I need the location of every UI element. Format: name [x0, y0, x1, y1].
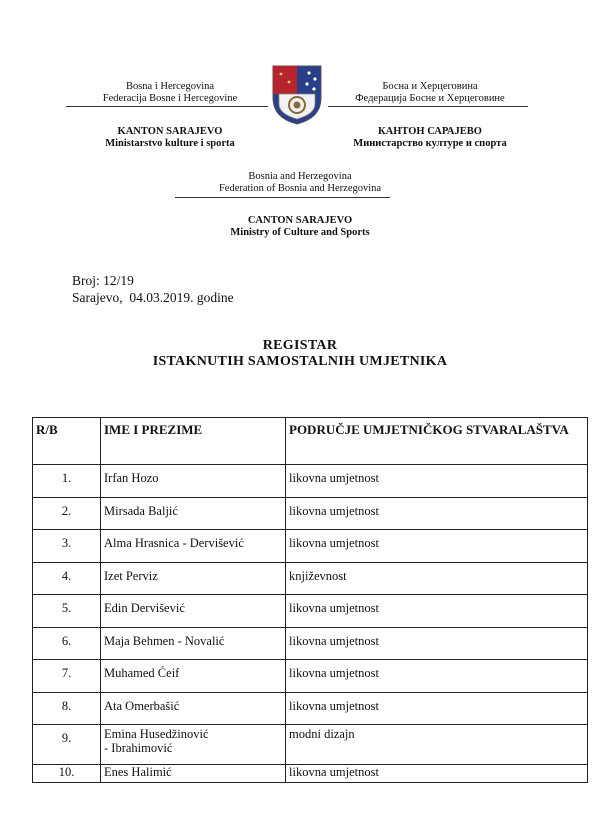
table-row	[33, 530, 588, 563]
header-right-canton-block	[330, 126, 530, 150]
artist-name: Maja Behmen - Novalić	[101, 627, 286, 660]
row-number: 10.	[33, 765, 101, 783]
header-center-ministry: Ministry of Culture and Sports	[230, 227, 370, 238]
table-row	[33, 627, 588, 660]
document-meta	[72, 272, 234, 306]
artist-name: Emina Husedžinović - Ibrahimović	[101, 725, 286, 765]
table-row	[33, 725, 588, 765]
row-number: 1.	[33, 465, 101, 498]
row-number: 8.	[33, 692, 101, 725]
row-number: 2.	[33, 497, 101, 530]
header-left-rule	[66, 106, 268, 107]
column-header-rb: R/B	[33, 418, 101, 465]
column-header-area: PODRUČJE UMJETNIČKOG STVARALAŠTVA	[286, 418, 588, 465]
header-right	[330, 81, 530, 105]
document-place-date: Sarajevo, 04.03.2019. godine	[72, 290, 234, 305]
artistic-area: književnost	[286, 562, 588, 595]
table-header-row	[33, 418, 588, 465]
row-number: 4.	[33, 562, 101, 595]
header-center-rule	[175, 197, 390, 198]
header-left-ministry: Ministarstvo kulture i sporta	[105, 138, 235, 149]
artistic-area: likovna umjetnost	[286, 530, 588, 563]
artist-name: Izet Perviz	[101, 562, 286, 595]
column-header-name: IME I PREZIME	[101, 418, 286, 465]
table-row	[33, 465, 588, 498]
artist-name: Irfan Hozo	[101, 465, 286, 498]
artistic-area: likovna umjetnost	[286, 765, 588, 783]
header-center-country: Bosnia and Herzegovina	[248, 171, 352, 182]
header-left-federation: Federacija Bosne i Hercegovine	[102, 93, 238, 104]
artistic-area: likovna umjetnost	[286, 660, 588, 693]
artistic-area: likovna umjetnost	[286, 497, 588, 530]
coat-of-arms-icon	[271, 64, 323, 126]
artistic-area: likovna umjetnost	[286, 692, 588, 725]
artistic-area: likovna umjetnost	[286, 627, 588, 660]
table-row	[33, 692, 588, 725]
header-right-federation: Федерација Босне и Херцеговине	[355, 93, 505, 104]
table-row	[33, 562, 588, 595]
table-row	[33, 765, 588, 783]
header-right-country: Босна и Херцеговина	[382, 81, 478, 92]
artist-name: Ata Omerbašić	[101, 692, 286, 725]
header-left-canton: KANTON SARAJEVO	[117, 126, 223, 137]
artist-name: Enes Halimić	[101, 765, 286, 783]
table-row	[33, 595, 588, 628]
row-number: 9.	[33, 725, 101, 765]
artistic-area: likovna umjetnost	[286, 595, 588, 628]
row-number: 6.	[33, 627, 101, 660]
row-number: 7.	[33, 660, 101, 693]
header-left	[70, 81, 270, 105]
header-center	[180, 171, 420, 195]
table-row	[33, 497, 588, 530]
artist-name: Alma Hrasnica - Dervišević	[101, 530, 286, 563]
header-left-canton-block	[70, 126, 270, 150]
register-table	[32, 417, 588, 783]
row-number: 3.	[33, 530, 101, 563]
table-row	[33, 660, 588, 693]
row-number: 5.	[33, 595, 101, 628]
artist-name: Mirsada Baljić	[101, 497, 286, 530]
artist-name: Edin Dervišević	[101, 595, 286, 628]
artistic-area: likovna umjetnost	[286, 465, 588, 498]
document-title	[0, 338, 600, 370]
header-center-canton: CANTON SARAJEVO	[247, 215, 353, 226]
header-left-country: Bosna i Hercegovina	[125, 81, 215, 92]
header-right-ministry: Министарство културе и спорта	[353, 138, 507, 149]
document-number: Broj: 12/19	[72, 273, 134, 288]
header-center-canton-block	[180, 215, 420, 239]
canton-coat-of-arms	[271, 64, 323, 126]
document-title-line1: REGISTAR	[262, 338, 338, 353]
artist-name: Muhamed Ćeif	[101, 660, 286, 693]
header-center-federation: Federation of Bosnia and Herzegovina	[218, 183, 382, 194]
header-right-rule	[328, 106, 528, 107]
document-title-line2: ISTAKNUTIH SAMOSTALNIH UMJETNIKA	[152, 354, 448, 369]
artistic-area: modni dizajn	[286, 725, 588, 765]
header-right-canton: КАНТОН САРАЈЕВО	[378, 126, 482, 137]
